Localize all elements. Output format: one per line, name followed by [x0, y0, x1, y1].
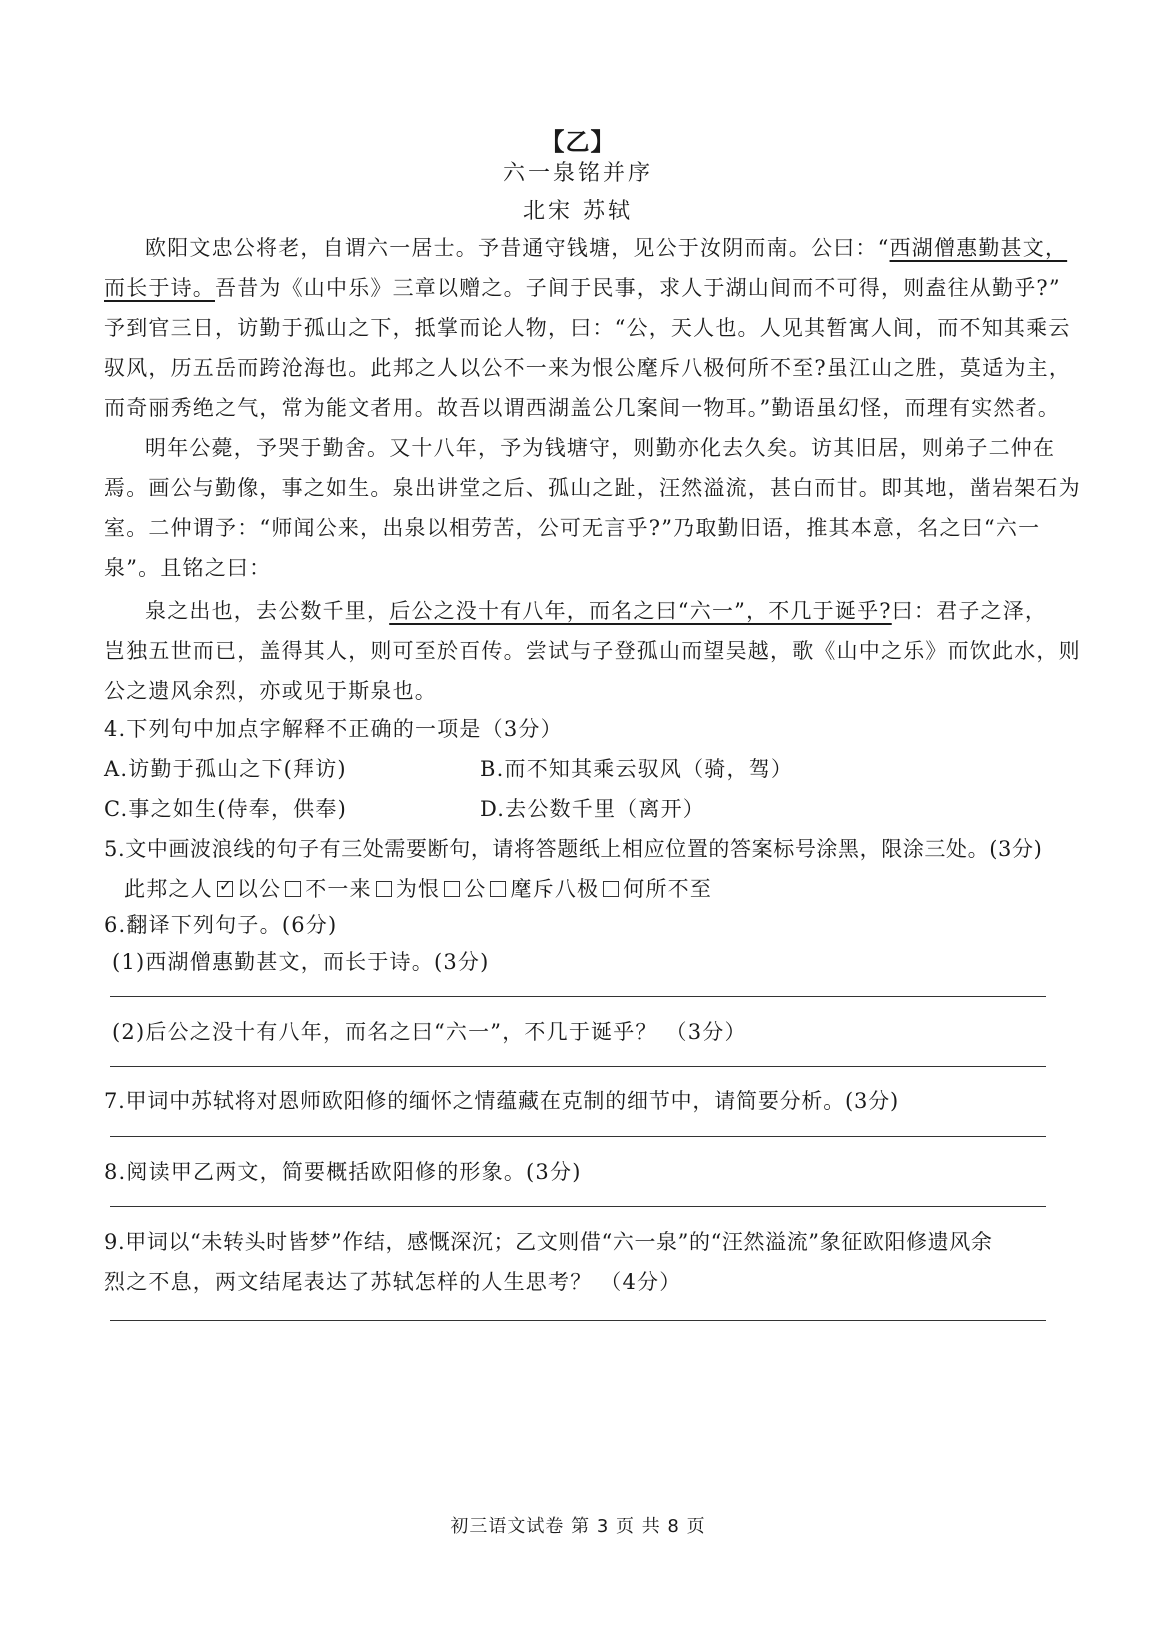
passage-line: 明年公薨，予哭于勤舍。又十八年，予为钱塘守，则勤亦化去久矣。访其旧居，则弟子二仲在: [145, 436, 1056, 460]
q4-option-a: A.访勤于孤山之下(拜访): [104, 757, 347, 781]
question-6-stem: 6.翻译下列句子。(6分): [104, 913, 338, 937]
passage-author: 北宋 苏轼: [523, 199, 633, 224]
empty-box-icon[interactable]: [444, 881, 460, 897]
question-9-line-1: 9.甲词以“未转头时皆梦”作结，感慨深沉；乙文则借“六一泉”的“汪然溢流”象征欧阳修遗风余: [104, 1230, 993, 1254]
passage-line: 公之遗风余烈，亦或见于斯泉也。: [104, 679, 437, 703]
q6-sentence-1: (1)西湖僧惠勤甚文，而长于诗。(3分): [112, 950, 490, 974]
question-5-stem: 5.文中画波浪线的句子有三处需要断句，请将答题纸上相应位置的答案标号涂黑，限涂三处。(3分): [104, 837, 1043, 861]
answer-line[interactable]: [110, 1206, 1046, 1207]
page-footer: 初三语文试卷 第 3 页 共 8 页: [450, 1516, 706, 1537]
underlined-phrase: 后公之没十有八年，而名之曰“六一”，不几于诞乎?: [389, 599, 892, 623]
question-8: 8.阅读甲乙两文，简要概括欧阳修的形象。(3分): [104, 1160, 582, 1184]
empty-box-icon[interactable]: [490, 881, 506, 897]
passage-line: 予到官三日，访勤于孤山之下，抵掌而论人物，曰：“公，天人也。人见其暂寓人间，而不知其乘云: [104, 316, 1071, 340]
question-9-line-2: 烈之不息，两文结尾表达了苏轼怎样的人生思考？ （4分）: [104, 1270, 682, 1294]
passage-line: 泉之出也，去公数千里，后公之没十有八年，而名之曰“六一”，不几于诞乎?曰：君子之泽，: [145, 599, 1048, 623]
q5-segmentation-line: 此邦之人✓ 以公 不一来 为恨 公 麾斥八极 何所不至: [124, 873, 712, 903]
question-4-stem: 4.下列句中加点字解释不正确的一项是（3分）: [104, 717, 563, 741]
section-label: 【乙】: [540, 127, 616, 156]
answer-line[interactable]: [110, 1066, 1046, 1067]
underlined-phrase: 而长于诗。: [104, 276, 215, 300]
empty-box-icon[interactable]: [376, 881, 392, 897]
passage-line: 而奇丽秀绝之气，常为能文者用。故吾以谓西湖盖公几案间一物耳。”勤语虽幻怪，而理有实然者。: [104, 396, 1061, 420]
passage-line: 室。二仲谓予：“师闻公来，出泉以相劳苦，公可无言乎?”乃取勤旧语，推其本意，名之曰“六一: [104, 516, 1041, 540]
passage-title: 六一泉铭并序: [502, 161, 653, 186]
passage-line: 焉。画公与勤像，事之如生。泉出讲堂之后、孤山之趾，汪然溢流，甚白而甘。即其地，凿岩架石为: [104, 476, 1081, 500]
answer-line[interactable]: [110, 1320, 1046, 1321]
answer-line[interactable]: [110, 996, 1046, 997]
empty-box-icon[interactable]: [603, 881, 619, 897]
question-7: 7.甲词中苏轼将对恩师欧阳修的缅怀之情蕴藏在克制的细节中，请简要分析。(3分): [104, 1089, 899, 1113]
q6-sentence-2: (2)后公之没十有八年，而名之曰“六一”，不几于诞乎？ （3分）: [112, 1020, 747, 1044]
passage-line: 泉”。且铭之曰：: [104, 556, 272, 580]
q4-option-c: C.事之如生(侍奉，供奉): [104, 797, 347, 821]
passage-line: 驭风，历五岳而跨沧海也。此邦之人以公不一来为恨公麾斥八极何所不至?虽江山之胜，莫适为主，: [104, 356, 1072, 380]
underlined-phrase: 西湖僧惠勤甚文，: [889, 236, 1068, 260]
q4-option-b: B.而不知其乘云驭风（骑，驾）: [480, 757, 794, 781]
empty-box-icon[interactable]: [285, 881, 301, 897]
passage-line: 岂独五世而已，盖得其人，则可至於百传。尝试与子登孤山而望吴越，歌《山中之乐》而饮此水，则: [104, 639, 1081, 663]
checked-box-icon[interactable]: [217, 881, 233, 897]
passage-line: 而长于诗。吾昔为《山中乐》三章以赠之。子间于民事，求人于湖山间而不可得，则盍往从勤乎?”: [104, 276, 1061, 300]
answer-line[interactable]: [110, 1136, 1046, 1137]
q4-option-d: D.去公数千里（离开）: [480, 797, 705, 821]
passage-line: 欧阳文忠公将老，自谓六一居士。予昔通守钱塘，见公于汝阴而南。公曰：“西湖僧惠勤甚文，: [145, 236, 1068, 260]
